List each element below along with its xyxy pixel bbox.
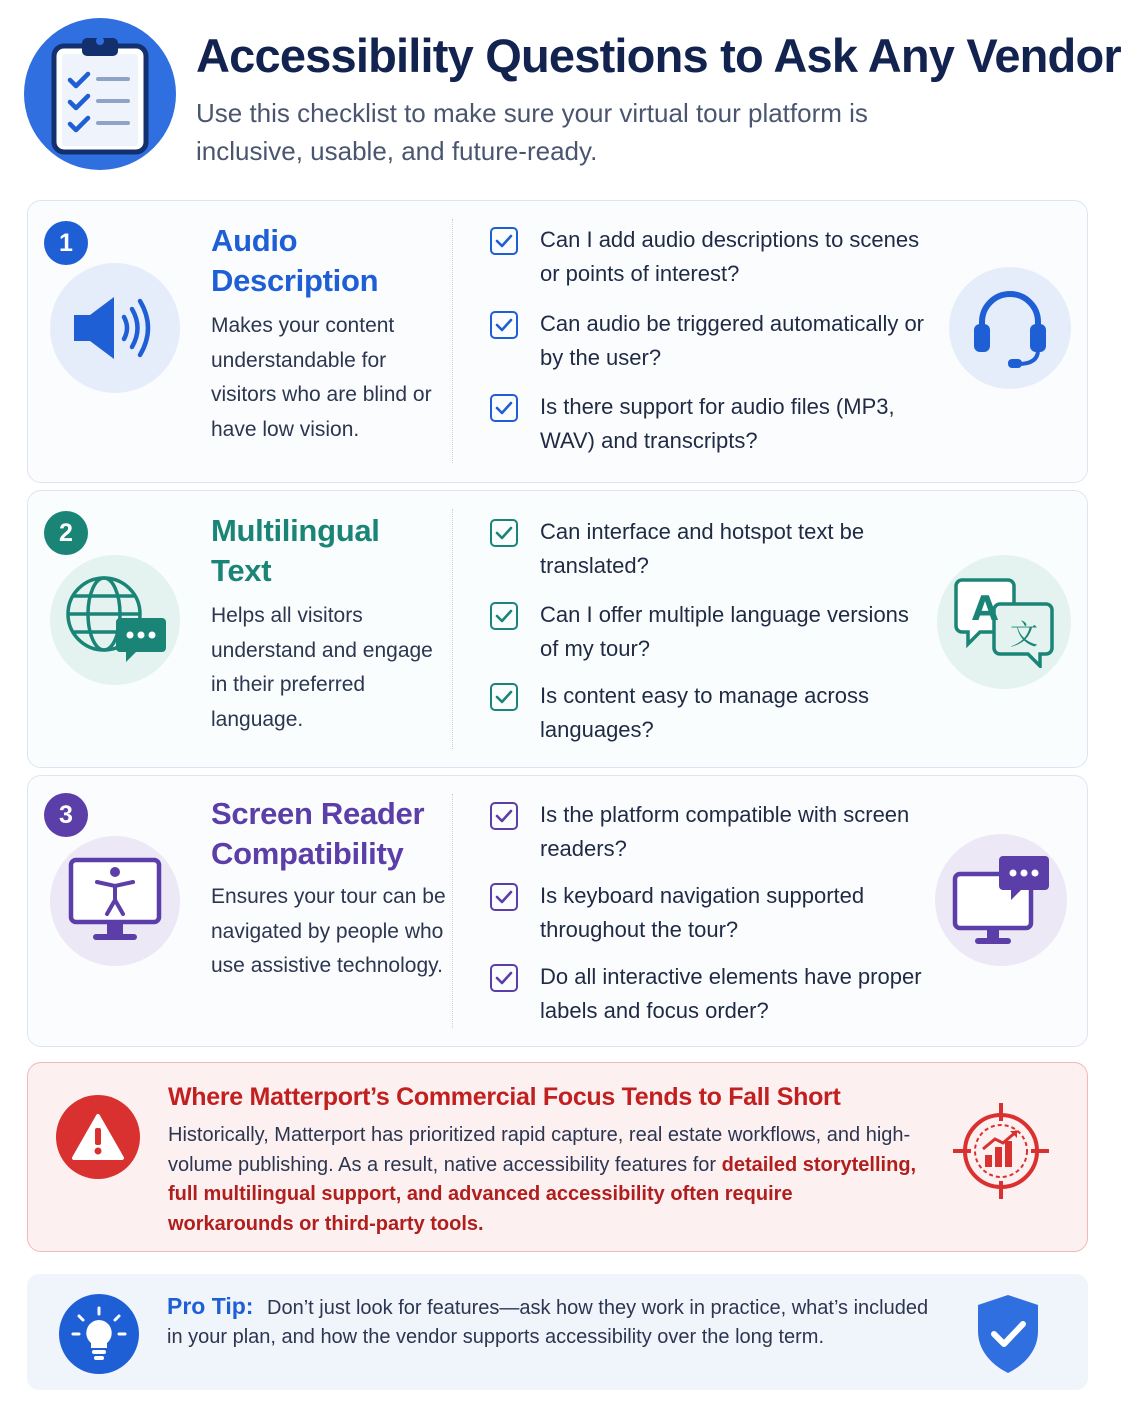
svg-text:A: A (971, 589, 999, 629)
monitor-chat-icon (935, 834, 1067, 966)
checklist-item[interactable] (490, 515, 930, 583)
section-number-badge: 3 (44, 793, 88, 837)
page-subtitle: Use this checklist to make sure your virtual tour platform is inclusive, usable, and future-ready. (196, 98, 868, 166)
checklist-question: Do all interactive elements have proper labels and focus order? (540, 964, 922, 1023)
checklist-item[interactable] (490, 390, 930, 458)
section-number-badge: 2 (44, 511, 88, 555)
checklist-question: Is content easy to manage across languages? (540, 683, 869, 742)
checkbox-checked-icon[interactable] (490, 802, 518, 830)
section-audio-description (27, 200, 1088, 483)
checklist-item[interactable] (490, 307, 930, 375)
checkbox-checked-icon[interactable] (490, 964, 518, 992)
checkbox-checked-icon[interactable] (490, 883, 518, 911)
section-screen-reader-compatibility (27, 775, 1088, 1047)
warning-highlight: detailed storytelling, full multilingual support, and advanced accessibility often require workarounds or third-party tools. (168, 1153, 917, 1235)
checklist-item[interactable] (490, 798, 930, 866)
warning-callout (27, 1062, 1088, 1252)
section-divider (452, 509, 453, 749)
speaker-icon (50, 263, 180, 393)
checklist-item[interactable] (490, 679, 930, 747)
pro-tip-callout (27, 1274, 1088, 1390)
checklist-question: Can I add audio descriptions to scenes or points of interest? (540, 227, 920, 286)
checklist-question: Can interface and hotspot text be translated? (540, 519, 865, 578)
checkbox-checked-icon[interactable] (490, 683, 518, 711)
section-divider (452, 794, 453, 1028)
checkbox-checked-icon[interactable] (490, 519, 518, 547)
section-description: Makes your content understandable for visitors who are blind or have low vision. (211, 314, 432, 441)
checklist-question: Can audio be triggered automatically or by the user? (540, 311, 925, 370)
section-number-badge: 1 (44, 221, 88, 265)
translate-icon (937, 555, 1071, 689)
section-title: Audio Description (211, 223, 379, 298)
svg-text:文: 文 (1009, 618, 1039, 651)
checkbox-checked-icon[interactable] (490, 602, 518, 630)
accessibility-monitor-icon (50, 836, 180, 966)
checklist-question: Is the platform compatible with screen readers? (540, 802, 910, 861)
headset-icon (949, 267, 1071, 389)
checklist-item[interactable] (490, 879, 930, 947)
section-title: Multilingual Text (211, 513, 380, 588)
warning-title: Where Matterport’s Commercial Focus Tends to Fall Short (168, 1083, 841, 1111)
lightbulb-icon (59, 1294, 139, 1374)
target-chart-icon (949, 1099, 1053, 1203)
checkbox-checked-icon[interactable] (490, 311, 518, 339)
warning-body: Historically, Matterport has prioritized rapid capture, real estate workflows, and high-volume publishing. As a result, native accessibility features for detailed storytelling, full multilingual support, and advanced accessibility often require workarounds or third-party tools. (168, 1124, 917, 1235)
checklist-item[interactable] (490, 598, 930, 666)
checklist-question: Is keyboard navigation supported throughout the tour? (540, 883, 865, 942)
checklist-item[interactable] (490, 223, 930, 291)
checklist-item[interactable] (490, 960, 930, 1028)
section-multilingual-text (27, 490, 1088, 768)
section-description: Helps all visitors understand and engage in their preferred language. (211, 604, 433, 731)
shield-check-icon (972, 1292, 1044, 1376)
pro-tip-text: Pro Tip: Don’t just look for features—ask how they work in practice, what’s included in your plan, and how the vendor supports accessibility over the long term. (167, 1293, 929, 1348)
globe-chat-icon (50, 555, 180, 685)
clipboard-checklist-icon (24, 18, 176, 170)
checkbox-checked-icon[interactable] (490, 394, 518, 422)
section-divider (452, 219, 453, 463)
section-title: Screen Reader Compatibility (211, 796, 425, 871)
checklist-question: Is there support for audio files (MP3, WAV) and transcripts? (540, 394, 895, 453)
checkbox-checked-icon[interactable] (490, 227, 518, 255)
pro-tip-label: Pro Tip: (167, 1293, 254, 1319)
warning-icon (56, 1095, 140, 1179)
page-title: Accessibility Questions to Ask Any Vendor (196, 29, 1121, 82)
checklist-question: Can I offer multiple language versions of my tour? (540, 602, 909, 661)
section-description: Ensures your tour can be navigated by people who use assistive technology. (211, 885, 446, 977)
